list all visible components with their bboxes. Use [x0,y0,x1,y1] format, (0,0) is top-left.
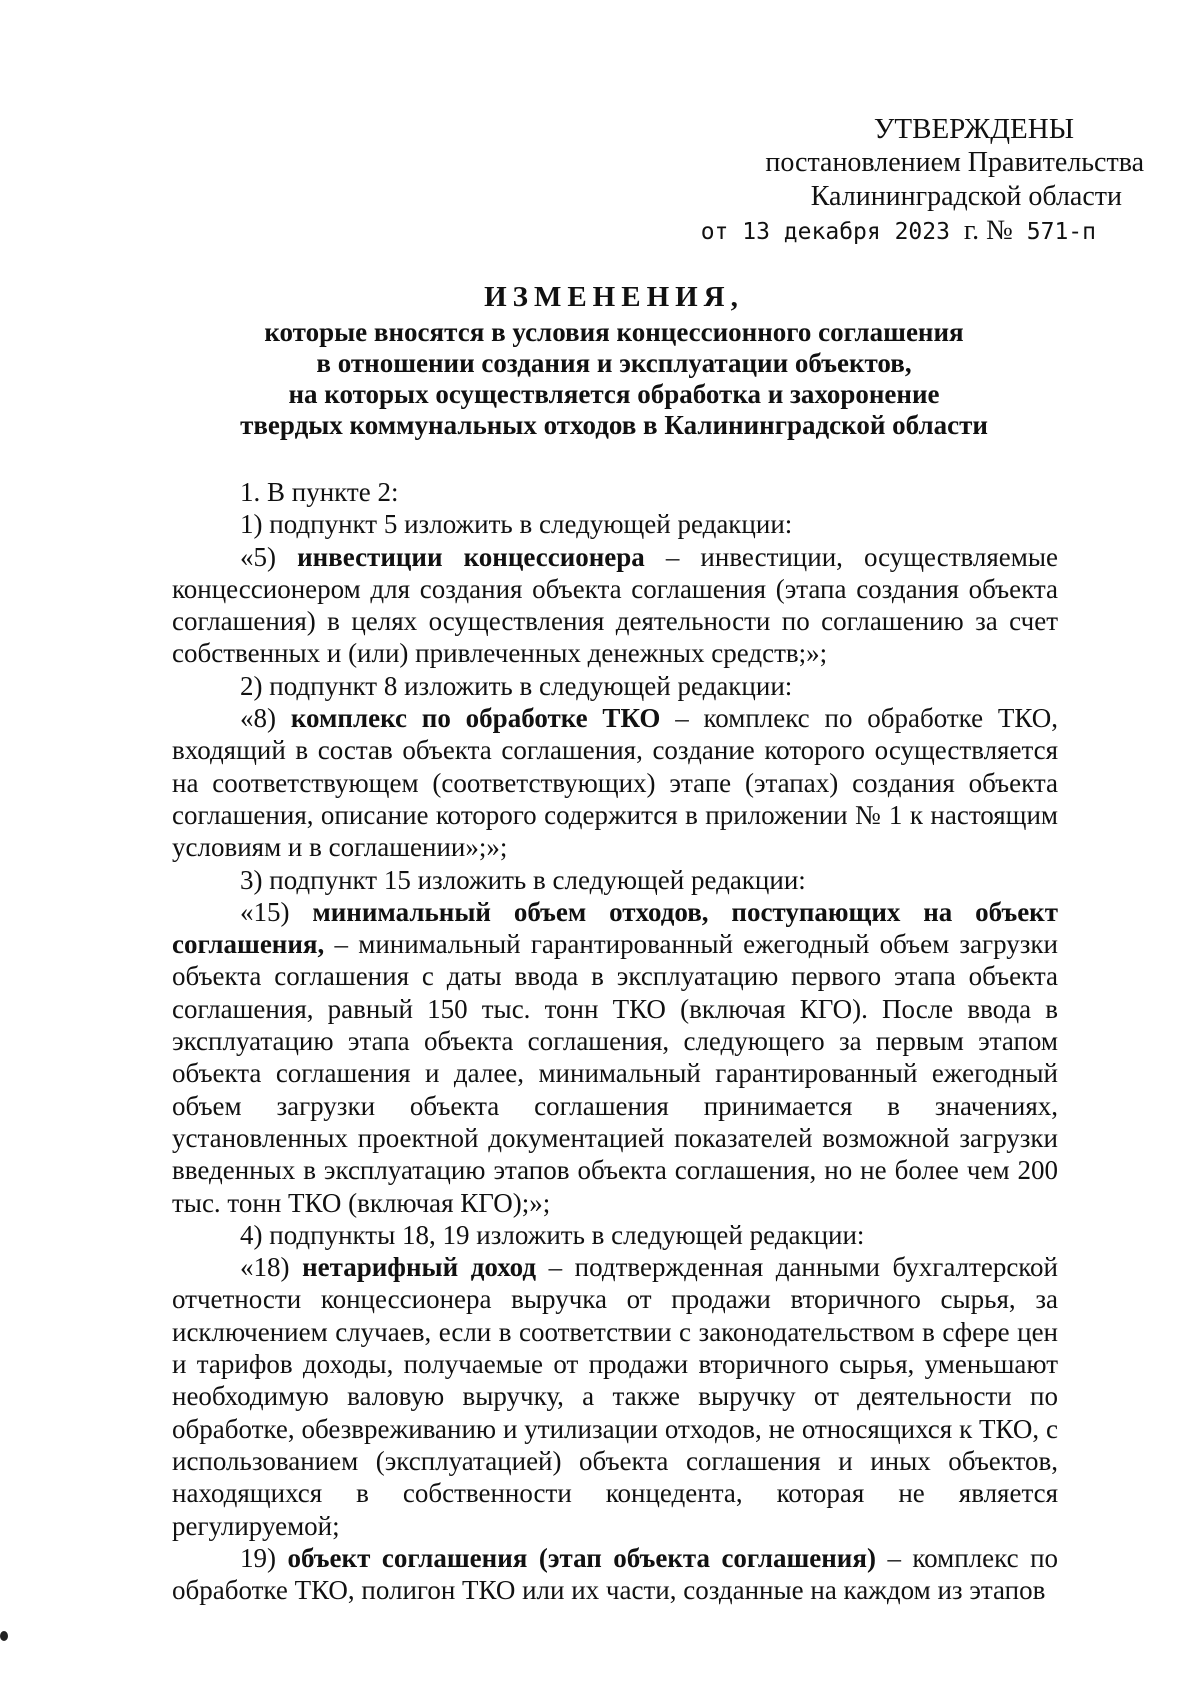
approval-line-2: Калининградской области [810,181,1122,212]
approval-date-prefix: от [700,219,729,245]
scan-mark [0,1631,8,1641]
p7-prefix: «15) [240,896,290,927]
p10-prefix: 19) [240,1542,276,1573]
title-line-2: в отношении создания и эксплуатации объектов, [316,348,912,378]
p5-term: комплекс по обработке ТКО [290,703,661,734]
p10-term: объект соглашения (этап объекта соглашения) [287,1542,876,1573]
approval-date [644,214,1144,249]
paragraph-5 [172,702,1058,863]
p3-prefix: «5) [240,541,276,572]
paragraph-1: 1. В пункте 2: [240,477,399,507]
approval-heading: УТВЕРЖДЕНЫ [873,113,1074,145]
title-line-3: на которых осуществляется обработка и захоронение [288,379,940,409]
p7-text: – минимальный гарантированный ежегодный объем загрузки объекта соглашения с даты ввода в эксплуатацию первого этапа объекта соглашения, равный 150 тыс. тонн ТКО (включая КГО). После ввода в эксплуатацию этапа объекта соглашения, следующего за первым этапом объекта соглашения и далее, минимальный гарантированный ежегодный объем загрузки объекта соглашения принимается в значениях, установленных проектной документацией показателей возможной загрузки введенных в эксплуатацию этапов объекта соглашения, но не более чем 200 тыс. тонн ТКО (включая КГО);»; [172,929,1058,1218]
p5-text: – комплекс по обработке ТКО, входящий в состав объекта соглашения, создание которого осуществляется на соответствующем (соответствующих) этапе (этапах) создания объекта соглашения, описание которого содержится в приложении № 1 к настоящим условиям и в соглашении»;»; [172,703,1059,863]
p3-term: инвестиции концессионера [297,541,645,572]
approval-date-value: 13 декабря 2023 [742,219,950,245]
title-line-4: твердых коммунальных отходов в Калининградской области [240,410,988,440]
title-main: ИЗМЕНЕНИЯ, [484,281,744,313]
document-title [170,282,1058,441]
p9-text: – подтвержденная данными бухгалтерской отчетности концессионера выручка от продажи вторичного сырья, за исключением случаев, если в соответствии с законодательством в сфере цен и тарифов доходы, получаемые от продажи вторичного сырья, уменьшают необходимую валовую выручку, а также выручку от деятельности по обработке, обезвреживанию и утилизации отходов, не относящихся к ТКО, с использованием (эксплуатацией) объекта соглашения и иных объектов, находящихся в собственности концедента, которая не является регулируемой; [172,1252,1058,1541]
p9-prefix: «18) [240,1252,290,1283]
document-body [172,476,1058,1606]
title-line-1: которые вносятся в условия концессионного соглашения [264,317,964,347]
paragraph-7 [172,896,1058,1219]
paragraph-3 [172,541,1058,670]
p3-text: – инвестиции, осуществляемые концессионером для создания объекта соглашения (этапа создания объекта соглашения) в целях осуществления деятельности по соглашению за счет собственных и (или) привлеченных денежных средств;»; [172,541,1058,669]
p9-term: нетарифный доход [302,1252,537,1283]
paragraph-2: 1) подпункт 5 изложить в следующей редакции: [240,509,793,540]
paragraph-4: 2) подпункт 8 изложить в следующей редакции: [240,670,793,701]
approval-date-suffix: г. № [963,215,1013,246]
paragraph-8: 4) подпункты 18, 19 изложить в следующей редакции: [240,1219,865,1250]
approval-line-1: постановлением Правительства [765,147,1144,178]
approval-number: 571-п [1026,219,1096,245]
approval-stamp [644,112,1144,249]
paragraph-10 [172,1542,1058,1607]
paragraph-6: 3) подпункт 15 изложить в следующей редакции: [240,864,806,895]
p7-term: минимальный объем отходов, поступающих на объект соглашения, [172,896,1059,960]
p5-prefix: «8) [240,703,276,734]
paragraph-9 [172,1251,1058,1542]
p10-text: – комплекс по обработке ТКО, полигон ТКО или их части, созданные на каждом из этапов [172,1542,1059,1606]
